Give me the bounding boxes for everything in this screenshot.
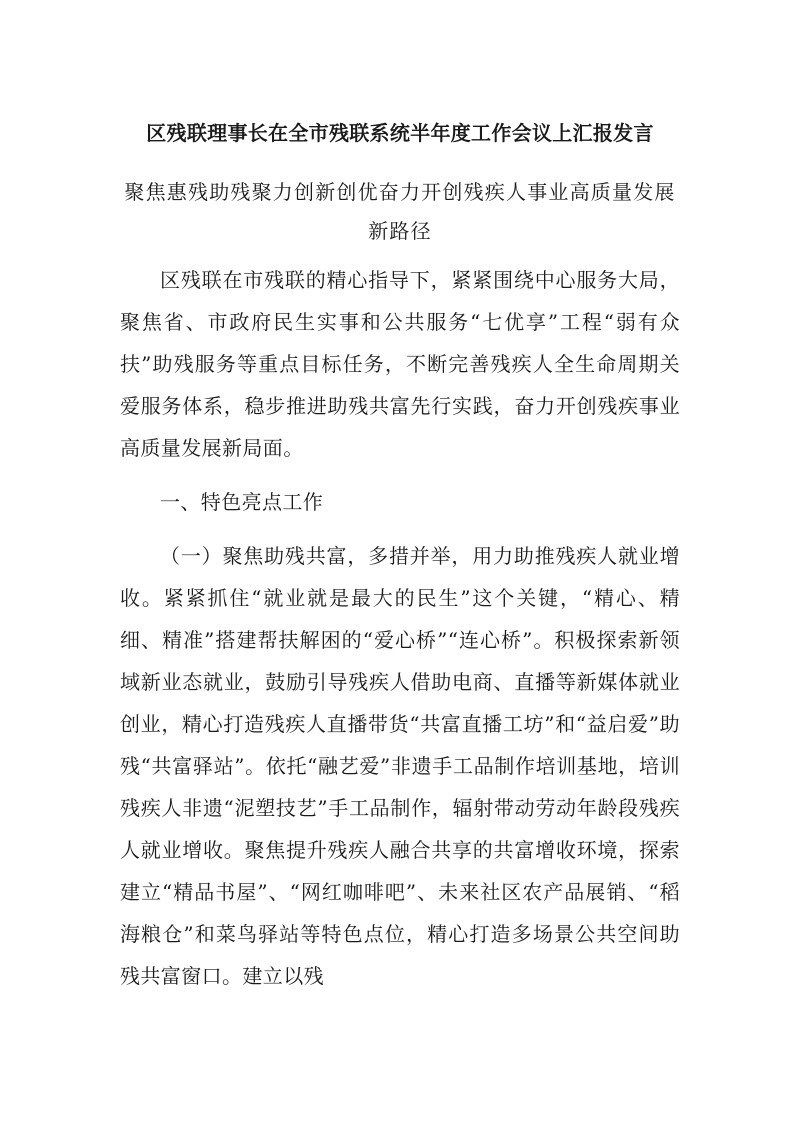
body-paragraph: （一）聚焦助残共富，多措并举，用力助推残疾人就业增收。紧紧抓住“就业就是最大的民生”这个关键，“精心、精细、精准”搭建帮扶解困的“爱心桥”“连心桥”。积极探索新领域新业态就业，鼓励引导残疾人借助电商、直播等新媒体就业创业，精心打造残疾人直播带货“共富直播工坊”和“益启爱”助残“共富驿站”。依托“融艺爱”非遗手工品制作培训基地，培训残疾人非遗“泥塑技艺”手工品制作，辐射带动劳动年龄段残疾人就业增收。聚焦提升残疾人融合共享的共富增收环境，探索建立“精品书屋”、“网红咖啡吧”、未来社区农产品展销、“稻海粮仓”和菜鸟驿站等特色点位，精心打造多场景公共空间助残共富窗口。建立以残 <box>120 544 680 988</box>
document-title: 区残联理事长在全市残联系统半年度工作会议上汇报发言 <box>146 121 654 145</box>
section-heading: 一、特色亮点工作 <box>160 490 324 514</box>
document-page <box>120 118 680 997</box>
document-subtitle: 聚焦惠残助残聚力创新创优奋力开创残疾人事业高质量发展新路径 <box>124 180 676 243</box>
intro-paragraph: 区残联在市残联的精心指导下，紧紧围绕中心服务大局，聚焦省、市政府民生实事和公共服务“七优享”工程“弱有众扶”助残服务等重点目标任务，不断完善残疾人全生命周期关爱服务体系，稳步推进助残共富先行实践，奋力开创残疾事业高质量发展新局面。 <box>120 268 680 460</box>
